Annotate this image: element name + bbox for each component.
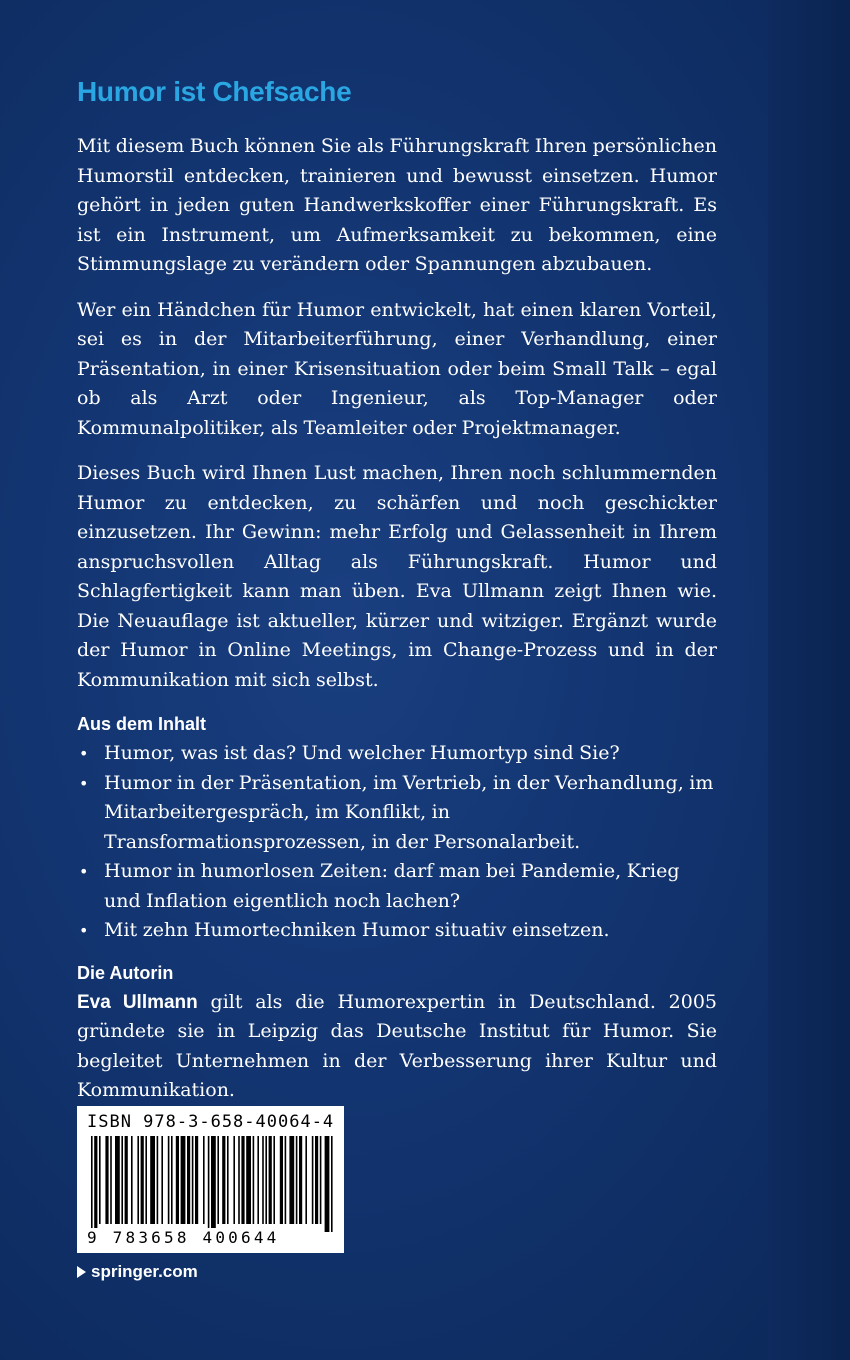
barcode-bar <box>195 1136 198 1224</box>
book-title: Humor ist Chefsache <box>77 76 352 107</box>
barcode-bar <box>211 1136 216 1232</box>
barcode-bar <box>168 1136 170 1224</box>
barcode-bar <box>192 1136 194 1224</box>
barcode-bar <box>253 1136 255 1224</box>
list-item <box>77 857 717 916</box>
arrow-right-icon <box>77 1266 86 1278</box>
list-item-text: Humor, was ist das? Und welcher Humortyp sind Sie? <box>104 742 620 764</box>
bullet-icon: • <box>79 773 89 793</box>
barcode-bar <box>227 1136 229 1224</box>
publisher-link[interactable] <box>77 1262 198 1282</box>
back-cover-text <box>77 132 717 1122</box>
barcode-bar <box>121 1136 123 1224</box>
barcode-bar <box>91 1136 93 1232</box>
author-bio-text: gilt als die Humorexpertin in Deutschland. 2005 gründete sie in Leipzig das Deutsche Institut für Humor. Sie begleitet Unternehmen in der Verbesserung ihrer Kultur und Kommunikation. <box>77 990 717 1101</box>
contents-heading: Aus dem Inhalt <box>77 714 207 734</box>
barcode-bar <box>187 1136 190 1224</box>
barcode-bar <box>99 1136 101 1224</box>
barcode-bar <box>105 1136 108 1224</box>
publisher-link-text: springer.com <box>91 1262 198 1281</box>
blurb-paragraph-3: Dieses Buch wird Ihnen Lust machen, Ihren noch schlummernden Humor zu entdecken, zu schärfen und noch geschickter einzusetzen. Ihr Gewinn: mehr Erfolg und Gelassenheit in Ihrem anspruchsvollen Alltag als Führungskraft. Humor und Schlagfertigkeit kann man üben. Eva Ullmann zeigt Ihnen wie. Die Neuauflage ist aktueller, kürzer und witziger. Ergänzt wurde der Humor in Online Meetings, im Change-Prozess und in der Kommunikation mit sich selbst. <box>77 462 717 691</box>
barcode-bar <box>331 1136 333 1232</box>
barcode-bar <box>115 1136 120 1224</box>
barcode-bar <box>208 1136 210 1232</box>
barcode-bar <box>110 1136 112 1224</box>
barcode-bar <box>176 1136 179 1224</box>
author-heading: Die Autorin <box>77 962 174 983</box>
barcode-bars <box>83 1136 338 1232</box>
list-item <box>77 739 717 769</box>
barcode-bar <box>296 1136 298 1224</box>
author-name: Eva Ullmann <box>77 991 198 1013</box>
barcode-bar <box>269 1136 272 1224</box>
bullet-icon: • <box>79 744 89 763</box>
barcode-bar <box>137 1136 139 1224</box>
bullet-icon: • <box>79 862 89 881</box>
barcode-bar <box>217 1136 219 1224</box>
list-item-text: Humor in der Präsentation, im Vertrieb, in der Verhandlung, im Mitarbeitergespräch, im Konflikt, in Transformationsprozessen, in der Personalarbeit. <box>104 771 714 853</box>
barcode-bar <box>312 1136 314 1224</box>
isbn-label: ISBN 978-3-658-40064-4 <box>87 1112 335 1132</box>
list-item <box>77 769 717 858</box>
barcode-bar <box>262 1136 264 1224</box>
barcode-bar <box>289 1136 294 1224</box>
barcode-bar <box>233 1136 235 1224</box>
barcode-bar <box>203 1136 205 1224</box>
barcode-bar <box>131 1136 133 1224</box>
barcode-bar <box>280 1136 283 1224</box>
barcode-bar <box>241 1136 244 1224</box>
barcode-bar <box>222 1136 225 1224</box>
barcode-bar <box>238 1136 240 1224</box>
barcode-bar <box>257 1136 259 1224</box>
barcode-bar <box>150 1136 155 1224</box>
list-item-text: Humor in humorlosen Zeiten: darf man bei Pandemie, Krieg und Inflation eigentlich noch lachen? <box>104 860 680 912</box>
blurb-paragraph-1: Mit diesem Buch können Sie als Führungskraft Ihren persönlichen Humorstil entdecken, trainieren und bewusst einsetzen. Humor gehört in jeden guten Handwerkskoffer einer Führungskraft. Es ist ein Instrument, um Aufmerksamkeit zu bekommen, eine Stimmungslage zu verändern oder Spannungen abzubauen. <box>77 135 717 275</box>
contents-list <box>77 739 717 946</box>
barcode-bar <box>141 1136 144 1224</box>
barcode-bar <box>246 1136 251 1224</box>
spine-shade <box>768 0 850 1360</box>
barcode-bar <box>305 1136 307 1224</box>
barcode-bar <box>325 1136 330 1232</box>
barcode-bar <box>315 1136 318 1224</box>
bullet-icon: • <box>79 921 89 940</box>
barcode-bar <box>145 1136 147 1224</box>
barcode-bar <box>125 1136 128 1224</box>
isbn-digits: 9 783658 400644 <box>87 1228 280 1247</box>
barcode-bar <box>157 1136 159 1224</box>
barcode-bar <box>94 1136 97 1232</box>
barcode-bar <box>273 1136 275 1224</box>
author-bio <box>77 988 717 1106</box>
list-item-text: Mit zehn Humortechniken Humor situativ einsetzen. <box>104 919 610 941</box>
barcode-bar <box>299 1136 302 1224</box>
barcode-bar <box>265 1136 267 1224</box>
barcode-bar <box>171 1136 173 1224</box>
barcode-bar <box>320 1136 322 1224</box>
isbn-barcode <box>77 1106 344 1253</box>
blurb-paragraph-2: Wer ein Händchen für Humor entwickelt, hat einen klaren Vorteil, sei es in der Mitarbeiterführung, einer Verhandlung, einer Präsentation, in einer Krisensituation oder beim Small Talk – egal ob als Arzt oder Ingenieur, als Top-Manager oder Kommunalpolitiker, als Teamleiter oder Projektmanager. <box>77 298 717 439</box>
barcode-bar <box>181 1136 186 1224</box>
list-item <box>77 916 717 946</box>
barcode-bar <box>161 1136 163 1224</box>
barcode-bar <box>285 1136 287 1224</box>
